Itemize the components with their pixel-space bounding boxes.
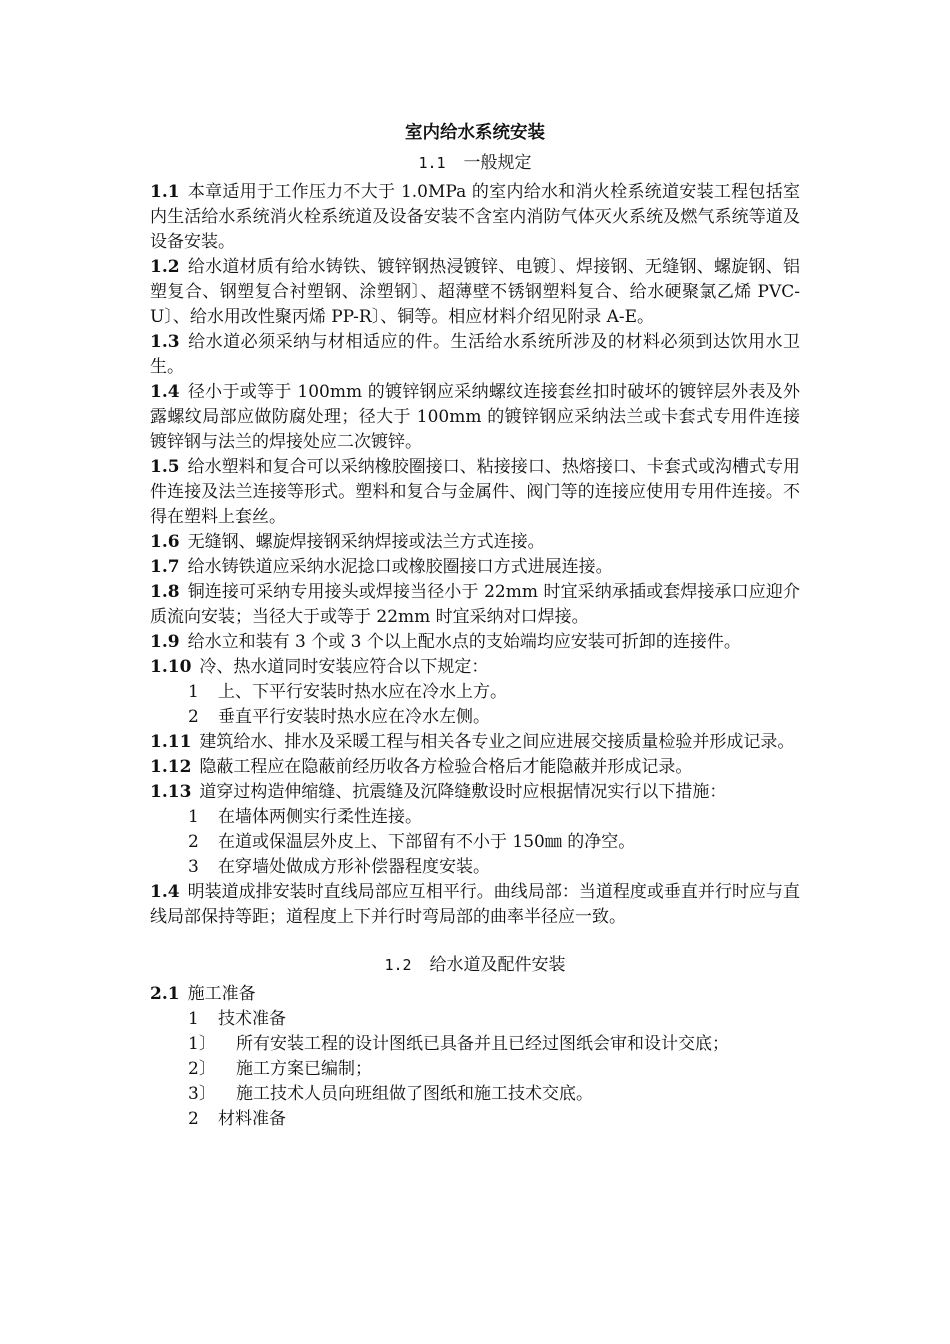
clause-text: 冷、热水道同时安装应符合以下规定： [199,657,489,677]
sub-item-text: 材料准备 [218,1109,286,1129]
clause-1-2 [150,255,800,330]
sub-item-number: 2 [188,832,199,852]
clause-text: 施工准备 [187,984,256,1004]
section-title: 一般规定 [463,153,532,173]
sub-item-text: 所有安装工程的设计图纸已具备并且已经过图纸会审和设计交底； [236,1034,729,1054]
clause-number: 1.8 [150,582,180,602]
clause-text: 隐蔽工程应在隐蔽前经历收各方检验合格后才能隐蔽并形成记录。 [199,757,693,777]
sub-item-number: 2〕 [188,1059,216,1079]
sub-item-number: 3〕 [188,1084,216,1104]
clause-1-5 [150,455,800,530]
clause-1-13 [150,780,800,805]
sub-item-number: 2 [188,1109,199,1129]
clause-1-4 [150,380,800,455]
clause-1-11 [150,730,800,755]
clause-text: 道穿过构造伸缩缝、抗震缝及沉降缝敷设时应根据情况实行以下措施： [199,782,727,802]
clause-1-10 [150,655,800,680]
sub-item-number: 1 [188,807,199,827]
clause-number: 1.3 [150,332,180,352]
clause-number: 1.11 [150,732,192,752]
clause-number: 1.4 [150,882,180,902]
clause-1-8 [150,580,800,630]
sub-item-text: 在墙体两侧实行柔性连接。 [218,807,422,827]
sub-item-number: 2 [188,707,199,727]
clause-1-1 [150,180,800,255]
sub-item [150,830,800,855]
sub-item [150,705,800,730]
sub-item-number: 3 [188,857,199,877]
clause-1-7 [150,555,800,580]
clause-number: 1.13 [150,782,192,802]
clause-2-1 [150,982,800,1007]
sub-item-text: 上、下平行安装时热水应在冷水上方。 [218,682,507,702]
clause-text: 本章适用于工作压力不大于 1.0MPa 的室内给水和消火栓系统道安装工程包括室内生活给水系统消火栓系统道及设备安装不含室内消防气体灭火系统及燃气系统等道及设备安装。 [150,182,800,252]
sub-item-text: 垂直平行安装时热水应在冷水左侧。 [218,707,490,727]
section-gap [150,930,800,952]
clause-number: 1.7 [150,557,180,577]
section-number: 1.1 [418,154,446,172]
clause-text: 给水道必须采纳与材相适应的件。生活给水系统所涉及的材料必须到达饮用水卫生。 [150,332,800,377]
sub-item-text: 技术准备 [218,1009,286,1029]
sub-item-number: 1 [188,1009,199,1029]
sub-item [150,805,800,830]
clause-1-12 [150,755,800,780]
sub-item-text: 在道或保温层外皮上、下部留有不小于 150㎜ 的净空。 [218,832,636,852]
clause-number: 1.12 [150,757,192,777]
clause-text: 建筑给水、排水及采暖工程与相关各专业之间应进展交接质量检验并形成记录。 [199,732,795,752]
clause-number: 1.10 [150,657,192,677]
sub-sub-item [150,1032,800,1057]
clause-1-6 [150,530,800,555]
clause-1-3 [150,330,800,380]
sub-sub-item [150,1082,800,1107]
clause-text: 铜连接可采纳专用接头或焊接当径小于 22mm 时宜采纳承插或套焊接承口应迎介质流向安装；当径大于或等于 22mm 时宜采纳对口焊接。 [150,582,800,627]
clause-number: 1.1 [150,182,180,202]
clause-text: 给水塑料和复合可以采纳橡胶圈接口、粘接接口、热熔接口、卡套式或沟槽式专用件连接及法兰连接等形式。塑料和复合与金属件、阀门等的连接应使用专用件连接。不得在塑料上套丝。 [150,457,800,527]
document-page [150,120,800,1132]
clause-text: 明装道成排安装时直线局部应互相平行。曲线局部：当道程度或垂直并行时应与直线局部保持等距；道程度上下并行时弯局部的曲率半径应一致。 [150,882,800,927]
sub-item-text: 施工方案已编制； [236,1059,372,1079]
sub-sub-item [150,1057,800,1082]
sub-item-text: 施工技术人员向班组做了图纸和施工技术交底。 [236,1084,593,1104]
sub-item-number: 1〕 [188,1034,216,1054]
clause-text: 无缝钢、螺旋焊接钢采纳焊接或法兰方式连接。 [187,532,545,552]
section-heading-1-2 [150,952,800,978]
sub-item-text: 在穿墙处做成方形补偿器程度安装。 [218,857,490,877]
sub-item [150,1107,800,1132]
sub-item [150,680,800,705]
document-title: 室内给水系统安装 [405,123,545,143]
clause-number: 1.9 [150,632,180,652]
clause-number: 1.6 [150,532,180,552]
clause-number: 1.2 [150,257,180,277]
clause-number: 1.5 [150,457,180,477]
clause-text: 给水道材质有给水铸铁、镀锌钢热浸镀锌、电镀〕、焊接钢、无缝钢、螺旋钢、铝塑复合、钢塑复合衬塑钢、涂塑钢〕、超薄壁不锈钢塑料复合、给水硬聚氯乙烯 PVC-U〕、给水用改性聚丙烯 PP-R〕、铜等。相应材料介绍见附录 A-E。 [150,257,800,327]
sub-item [150,1007,800,1032]
sub-item-number: 1 [188,682,199,702]
clause-1-4-b [150,880,800,930]
clause-text: 给水立和装有 3 个或 3 个以上配水点的支始端均应安装可折卸的连接件。 [187,632,741,652]
clause-text: 给水铸铁道应采纳水泥捻口或橡胶圈接口方式进展连接。 [187,557,613,577]
section-title: 给水道及配件安装 [429,955,566,975]
section-number: 1.2 [384,956,412,974]
clause-number: 1.4 [150,382,180,402]
section-heading-1-1 [150,150,800,176]
sub-item [150,855,800,880]
clause-1-9 [150,630,800,655]
clause-number: 2.1 [150,984,180,1004]
clause-text: 径小于或等于 100mm 的镀锌钢应采纳螺纹连接套丝扣时破坏的镀锌层外表及外露螺纹局部应做防腐处理；径大于 100mm 的镀锌钢应采纳法兰或卡套式专用件连接镀锌钢与法兰的焊接处应二次镀锌。 [150,382,800,452]
